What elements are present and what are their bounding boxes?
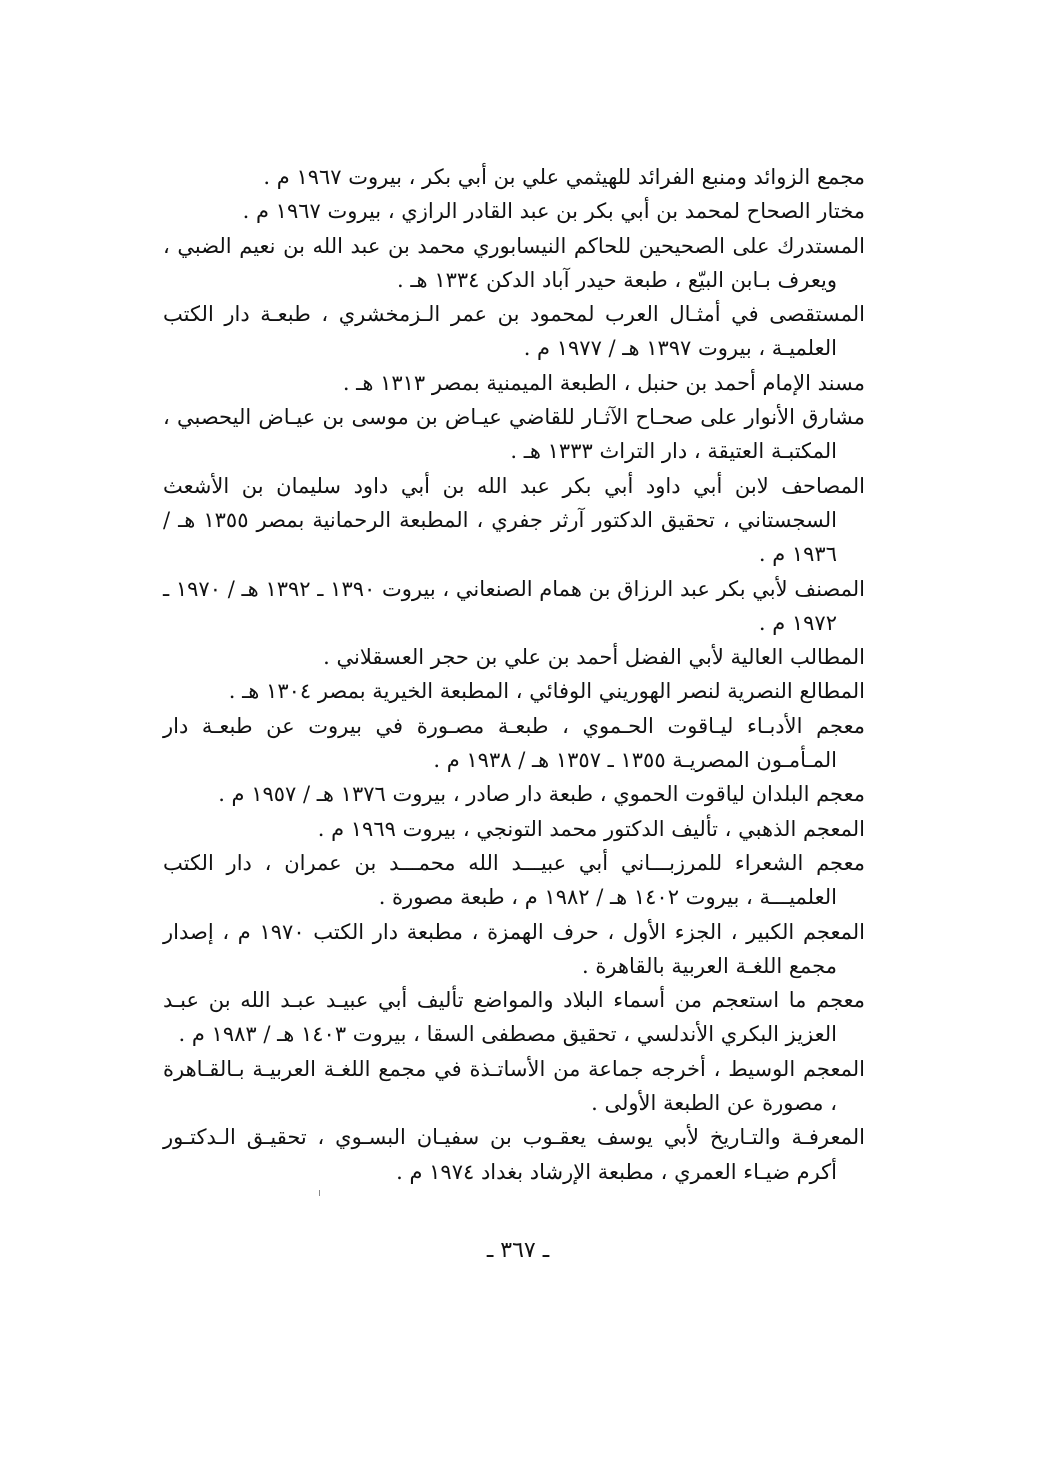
bibliography-entry: المعرفـة والتـاريخ لأبي يوسف يعقـوب بن سفيـان البسـوي ، تحقيـق الـدكتـور أكرم ضيـاء العمري ، مطبعة الإرشاد بغداد ١٩٧٤ م .: [163, 1125, 865, 1184]
bibliography-entry: مسند الإمام أحمد بن حنبل ، الطبعة الميمنية بمصر ١٣١٣ هـ .: [342, 370, 865, 395]
bibliography-entry: المعجم الوسيط ، أخرجه جماعة من الأساتـذة في مجمع اللغـة العربيـة بـالقـاهرة ، مصورة عن الطبعة الأولى .: [163, 1056, 865, 1116]
bibliography-entry: معجم البلدان لياقوت الحموي ، طبعة دار صادر ، بيروت ١٣٧٦ هـ / ١٩٥٧ م .: [218, 782, 865, 807]
bibliography-entry: المعجم الذهبي ، تأليف الدكتور محمد التونجي ، بيروت ١٩٦٩ م .: [317, 816, 865, 841]
bibliography-entry: معجم الأدبـاء ليـاقوت الحـموي ، طبعـة مصـورة في بيروت عن طبعـة دار المـأمـون المصريـة ١٣٥٥ ـ ١٣٥٧ هـ / ١٩٣٨ م .: [163, 713, 865, 773]
bibliography-entry: المعجم الكبير ، الجزء الأول ، حرف الهمزة ، مطبعة دار الكتب ١٩٧٠ م ، إصدار مجمع اللغـة العربية بالقاهرة .: [163, 919, 865, 978]
scan-speck: [319, 1190, 320, 1196]
bibliography-entry: معجم الشعراء للمرزبـــاني أبي عبيـــد الله محمـــد بن عمران ، دار الكتب العلميـــة ، بيروت ١٤٠٢ هـ / ١٩٨٢ م ، طبعة مصورة .: [163, 850, 865, 910]
bibliography-entry: المصاحف لابن أبي داود أبي بكر عبد الله بن أبي داود سليمان بن الأشعث السجستاني ، تحقيق الدكتور آرثر جفري ، المطبعة الرحمانية بمصر ١٣٥٥ هـ / ١٩٣٦ م .: [163, 473, 865, 567]
bibliography-list: [163, 160, 865, 1189]
bibliography-entry: مختار الصحاح لمحمد بن أبي بكر بن عبد القادر الرازي ، بيروت ١٩٦٧ م .: [242, 199, 865, 224]
bibliography-entry: مجمع الزوائد ومنبع الفرائد للهيثمي علي بن أبي بكر ، بيروت ١٩٦٧ م .: [263, 165, 865, 189]
bibliography-entry: المستقصى في أمثـال العرب لمحمود بن عمر الـزمخشري ، طبعـة دار الكتب العلميـة ، بيروت ١٣٩٧ هـ / ١٩٧٧ م .: [163, 302, 865, 361]
bibliography-entry: المطالب العالية لأبي الفضل أحمد بن علي بن حجر العسقلاني .: [323, 645, 865, 670]
bibliography-entry: معجم ما استعجم من أسماء البلاد والمواضع تأليف أبي عبيـد عبـد الله بن عبـد العزيز البكري الأندلسي ، تحقيق مصطفى السقا ، بيروت ١٤٠٣ هـ / ١٩٨٣ م .: [163, 988, 866, 1047]
page-number: ـ ٣٦٧ ـ: [486, 1238, 550, 1263]
bibliography-entry: المستدرك على الصحيحين للحاكم النيسابوري محمد بن عبد الله بن نعيم الضبي ، ويعرف بـابن البيّع ، طبعة حيدر آباد الدكن ١٣٣٤ هـ .: [163, 233, 865, 292]
bibliography-entry: المصنف لأبي بكر عبد الرزاق بن همام الصنعاني ، بيروت ١٣٩٠ ـ ١٣٩٢ هـ / ١٩٧٠ ـ ١٩٧٢ م .: [163, 576, 866, 635]
bibliography-entry: المطالع النصرية لنصر الهوريني الوفائي ، المطبعة الخيرية بمصر ١٣٠٤ هـ .: [228, 679, 865, 704]
bibliography-entry: مشارق الأنوار على صحـاح الآثـار للقاضي عيـاض بن موسى بن عيـاض اليحصبي ، المكتبـة العتيقة ، دار التراث ١٣٣٣ هـ .: [163, 405, 865, 464]
